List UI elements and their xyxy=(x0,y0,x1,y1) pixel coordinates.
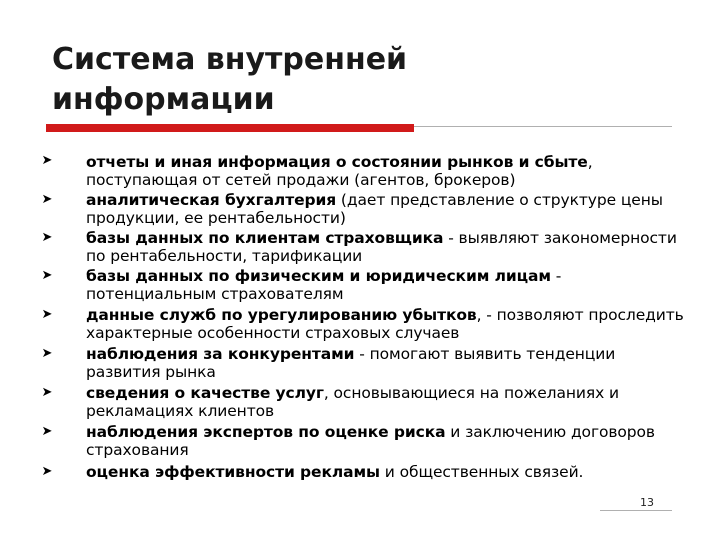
list-item xyxy=(86,191,692,227)
item-bold: наблюдения экспертов по оценке риска xyxy=(86,423,446,441)
title-line-1: Система внутренней xyxy=(52,42,408,77)
arrow-head-bullet-icon: ➤ xyxy=(41,192,53,207)
list-item xyxy=(86,306,692,342)
item-bold: базы данных по клиентам страховщика xyxy=(86,229,444,247)
arrow-head-bullet-icon: ➤ xyxy=(41,464,53,479)
list-item xyxy=(86,463,692,481)
item-bold: оценка эффективности рекламы xyxy=(86,463,380,481)
arrow-head-bullet-icon: ➤ xyxy=(41,385,53,400)
accent-bar xyxy=(46,124,414,132)
arrow-head-bullet-icon: ➤ xyxy=(41,346,53,361)
item-bold: наблюдения за конкурентами xyxy=(86,345,355,363)
list-item xyxy=(86,423,692,459)
item-text: (дает представление о структуре цены продукции, ее рентабельности) xyxy=(86,191,663,227)
item-text: , поступающая от сетей продажи (агентов, брокеров) xyxy=(86,153,593,189)
item-text: и заключению договоров страхования xyxy=(86,423,655,459)
item-text: - выявляют закономерности по рентабельности, тарификации xyxy=(86,229,677,265)
title-line-2: информации xyxy=(52,82,275,117)
page-number: 13 xyxy=(640,496,654,509)
title-rule xyxy=(414,126,672,127)
arrow-head-bullet-icon: ➤ xyxy=(41,307,53,322)
item-bold: аналитическая бухгалтерия xyxy=(86,191,337,209)
arrow-head-bullet-icon: ➤ xyxy=(41,230,53,245)
list-item xyxy=(86,384,692,420)
item-bold: данные служб по урегулированию убытков xyxy=(86,306,477,324)
item-text: , - позволяют проследить характерные особенности страховых случаев xyxy=(86,306,684,342)
item-bold: сведения о качестве услуг xyxy=(86,384,324,402)
footer-rule xyxy=(600,510,672,511)
item-text: , основывающиеся на пожеланиях и рекламациях клиентов xyxy=(86,384,619,420)
arrow-head-bullet-icon: ➤ xyxy=(41,268,53,283)
list-item xyxy=(86,345,692,381)
arrow-head-bullet-icon: ➤ xyxy=(41,424,53,439)
arrow-head-bullet-icon: ➤ xyxy=(41,153,53,168)
item-text: - помогают выявить тенденции развития рынка xyxy=(86,345,616,381)
list-item xyxy=(86,153,692,189)
list-item xyxy=(86,229,692,265)
list-item xyxy=(86,267,692,303)
item-text: и общественных связей. xyxy=(379,463,584,481)
item-bold: отчеты и иная информация о состоянии рынков и сбыте xyxy=(86,153,588,171)
slide-title xyxy=(52,40,652,120)
item-bold: базы данных по физическим и юридическим лицам xyxy=(86,267,551,285)
item-text: - потенциальным страхователям xyxy=(86,267,562,303)
